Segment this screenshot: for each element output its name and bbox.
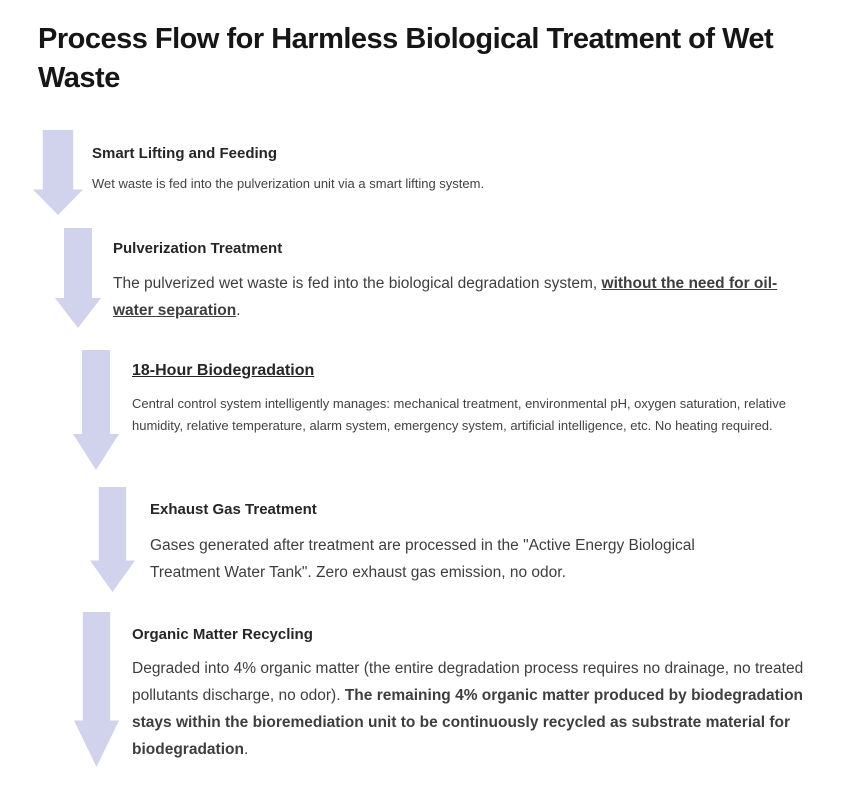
body-segment: Wet waste is fed into the pulverization unit via a smart lifting system. <box>92 176 485 191</box>
down-arrow-icon <box>74 612 119 767</box>
body-segment: Central control system intelligently manages: mechanical treatment, environmental pH, oxygen saturation, relative humidity, relative temperature, alarm system, emergency system, artificial intelligence, etc. No heating required. <box>132 396 786 433</box>
body-segment: The pulverized wet waste is fed into the biological degradation system, <box>113 275 602 292</box>
body-segment: . <box>243 741 249 758</box>
page-title: Process Flow for Harmless Biological Treatment of Wet Waste <box>38 23 774 94</box>
step-body <box>150 532 768 586</box>
step-text <box>132 361 827 437</box>
down-arrow-icon <box>90 487 135 592</box>
body-segment: Gases generated after treatment are processed in the "Active Energy Biological Treatment Water Tank". Zero exhaust gas emission, no odor. <box>150 537 695 581</box>
step-heading: Organic Matter Recycling <box>132 626 313 643</box>
step-body <box>113 270 793 324</box>
step-text <box>113 239 793 324</box>
body-segment: . <box>236 302 241 319</box>
step-heading: Pulverization Treatment <box>113 240 283 257</box>
step-body <box>132 393 827 437</box>
down-arrow-icon <box>55 228 101 328</box>
step-heading: Smart Lifting and Feeding <box>92 145 278 162</box>
step-text <box>92 144 792 195</box>
step-heading: Exhaust Gas Treatment <box>150 501 317 518</box>
body-segment: The remaining 4% organic matter produced by biodegradation stays within the bioremediation unit to be continuously recycled as substrate material for biodegradation <box>132 687 804 758</box>
step-body <box>92 173 792 195</box>
step-text <box>150 500 768 586</box>
down-arrow-icon <box>73 350 119 470</box>
step-heading: 18-Hour Biodegradation <box>132 362 315 379</box>
step-text <box>132 625 824 763</box>
step-body <box>132 655 824 763</box>
body-segment: Degraded into 4% organic matter (the entire degradation process requires no drainage, no treated pollutants discharge, no odor). <box>132 660 804 704</box>
down-arrow-icon <box>33 130 83 215</box>
body-segment: without the need for oil-water separation <box>113 275 778 319</box>
